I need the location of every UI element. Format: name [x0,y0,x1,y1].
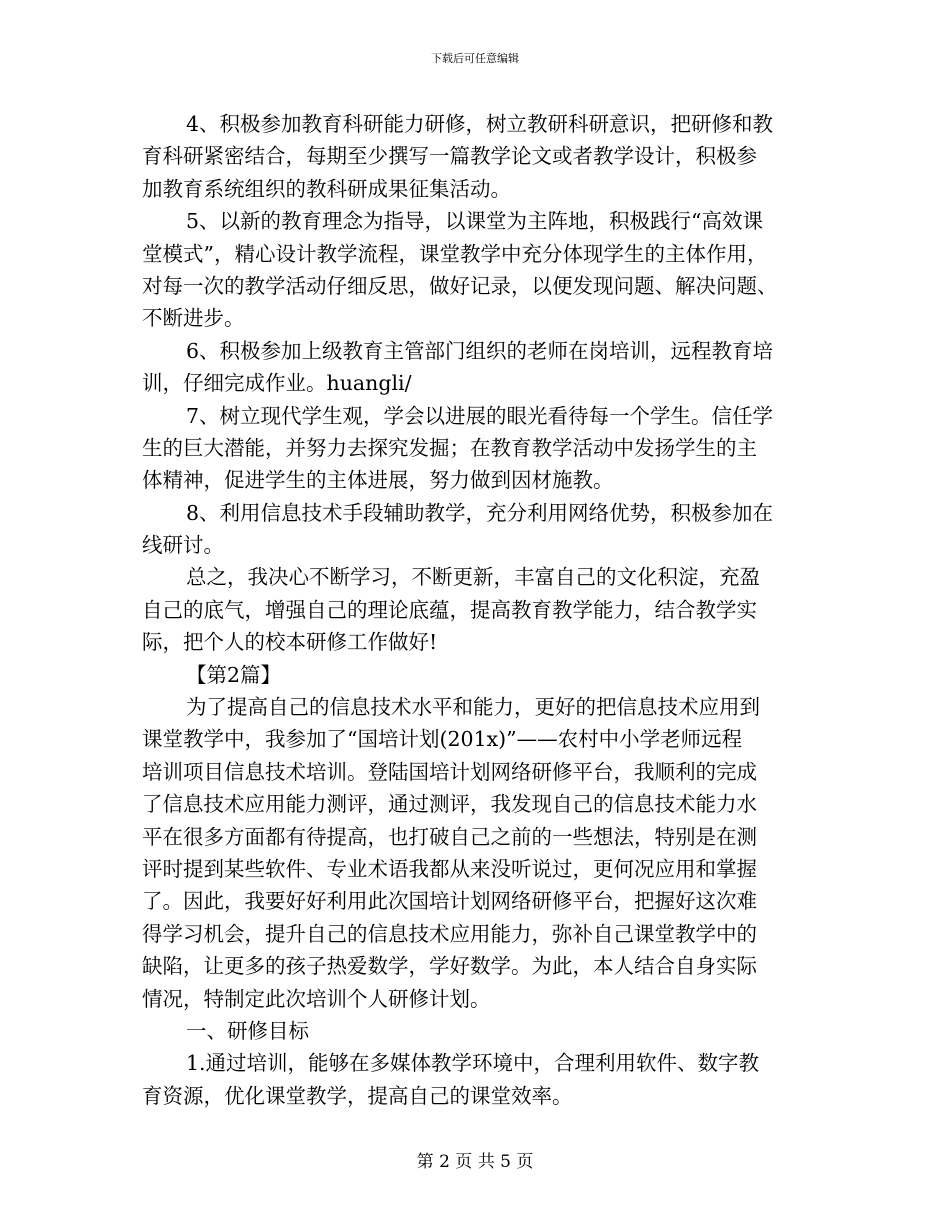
text-line: 不断进步。 [142,306,245,331]
text-line: 情况，特制定此次培训个人研修计划。 [142,986,491,1011]
text-line: 8、利用信息技术手段辅助教学，充分利用网络优势，积极参加在 [186,500,774,525]
text-line: 对每一次的教学活动仔细反思，做好记录，以便发现问题、解决问题、 [142,273,778,298]
text-line: 了。因此，我要好好利用此次国培计划网络研修平台，把握好这次难 [142,889,757,914]
text-line: 了信息技术应用能力测评，通过测评，我发现自己的信息技术能力水 [142,792,757,817]
text-line: 生的巨大潜能，并努力去探究发掘；在教育教学活动中发扬学生的主 [142,435,757,460]
page-number-footer: 第 2 页 共 5 页 [416,1152,534,1172]
text-line: 评时提到某些软件、专业术语我都从来没听说过，更何况应用和掌握 [142,856,757,881]
text-line: 为了提高自己的信息技术水平和能力，更好的把信息技术应用到 [186,695,760,720]
text-line: 线研讨。 [142,533,224,558]
text-line: 总之，我决心不断学习，不断更新，丰富自己的文化积淀，充盈 [186,565,760,590]
text-line: 7、树立现代学生观，学会以进展的眼光看待每一个学生。信任学 [186,403,774,428]
text-line: 缺陷，让更多的孩子热爱数学，学好数学。为此，本人结合自身实际 [142,954,757,979]
text-line: 5、以新的教育理念为指导，以课堂为主阵地，积极践行“高效课 [186,209,764,234]
document-body [142,108,812,1112]
text-line: 体精神，促进学生的主体进展，努力做到因材施教。 [142,468,614,493]
text-line: 得学习机会，提升自己的信息技术应用能力，弥补自己课堂教学中的 [142,921,757,946]
text-line: 4、积极参加教育科研能力研修，树立教研科研意识，把研修和教 [186,112,774,136]
text-line: 课堂教学中，我参加了“国培计划(201x)”——农村中小学老师远程 [142,727,743,752]
text-line: 训，仔细完成作业。huangli/ [142,371,412,396]
text-line: 平在很多方面都有待提高，也打破自己之前的一些想法，特别是在测 [142,824,757,849]
text-line: 育资源，优化课堂教学，提高自己的课堂效率。 [142,1083,573,1108]
text-line: 际，把个人的校本研修工作做好! [142,630,438,655]
page-header-note: 下载后可任意编辑 [431,52,519,65]
text-line: 1.通过培训，能够在多媒体教学环境中，合理利用软件、数字教 [186,1051,760,1076]
text-line: 一、研修目标 [186,1018,309,1043]
text-line: 育科研紧密结合，每期至少撰写一篇教学论文或者教学设计，积极参 [142,144,757,169]
text-line: 【第2篇】 [186,662,282,687]
text-line: 培训项目信息技术培训。登陆国培计划网络研修平台，我顺利的完成 [142,759,757,784]
text-line: 堂模式”，精心设计教学流程，课堂教学中充分体现学生的主体作用， [142,241,768,266]
text-line: 6、积极参加上级教育主管部门组织的老师在岗培训，远程教育培 [186,338,774,363]
text-line: 自己的底气，增强自己的理论底蕴，提高教育教学能力，结合教学实 [142,597,757,622]
text-line: 加教育系统组织的教科研成果征集活动。 [142,176,511,201]
